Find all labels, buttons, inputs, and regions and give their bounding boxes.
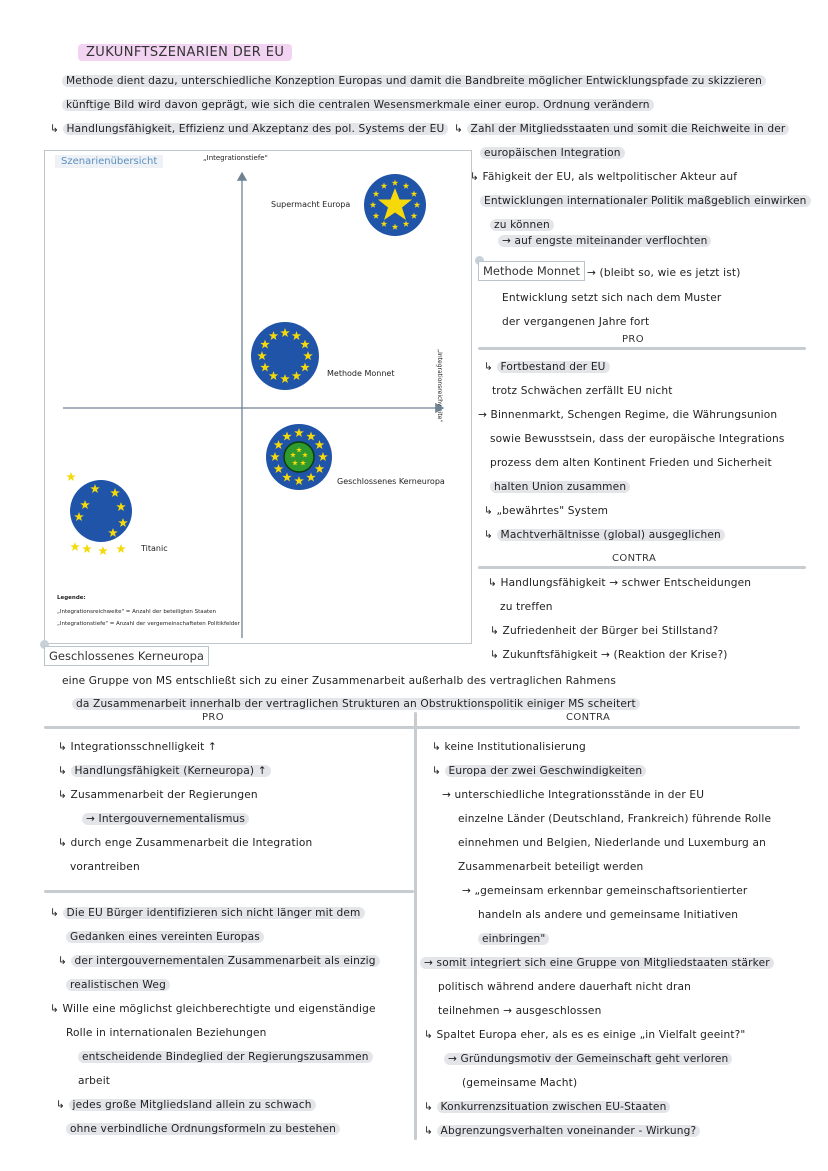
kern-contra2-6: (gemeinsame Macht) xyxy=(462,1077,578,1089)
monnet-desc-2: Entwicklung setzt sich nach dem Muster xyxy=(502,292,722,304)
column-divider xyxy=(414,712,417,1140)
monnet-desc-3: der vergangenen Jahre fort xyxy=(502,316,650,328)
kern-contra2-8: ↳ Abgrenzungsverhalten voneinander - Wirkung? xyxy=(424,1124,700,1138)
right-note-1: ↳ Fähigkeit der EU, als weltpolitischer Akteur auf xyxy=(470,171,738,183)
right-criterion-1: ↳ Zahl der Mitgliedsstaaten und somit die Reichweite in der xyxy=(454,122,789,136)
diagram-box-label: Szenarienübersicht xyxy=(55,155,163,168)
kern-contra-2: ↳ Europa der zwei Geschwindigkeiten xyxy=(432,764,646,778)
legend-item-1: „Integrationsreichweite" = Anzahl der beteiligten Staaten xyxy=(57,609,217,615)
kern-pro-1: ↳ Integrationsschnelligkeit ↑ xyxy=(58,741,217,753)
intro-line-1: Methode dient dazu, unterschiedliche Konzeption Europas und damit die Bandbreite möglicher Entwicklungspfade zu skizzieren xyxy=(62,74,766,88)
scenario-label-monnet: Methode Monnet xyxy=(327,369,395,378)
kern-contra-7: → „gemeinsam erkennbar gemeinschaftsorientierter xyxy=(462,885,748,897)
kern-pro2-8: arbeit xyxy=(78,1075,111,1087)
legend-item-2: „Integrationstiefe" = Anzahl der vergemeinschafteten Politikfelder xyxy=(57,621,240,627)
legend-title: Legende: xyxy=(57,595,86,601)
monnet-pro-7: ↳ „bewährtes" System xyxy=(484,505,609,517)
kern-pro2-5: ↳ Wille eine möglichst gleichberechtigte und eigenständige xyxy=(50,1003,376,1015)
monnet-pro-4: sowie Bewusstsein, dass der europäische Integrations xyxy=(490,433,785,445)
right-note-2: Entwicklungen internationaler Politik maßgeblich einwirken xyxy=(480,194,811,208)
right-note-4: → auf engste miteinander verflochten xyxy=(498,234,711,248)
intro-line-2: künftige Bild wird davon geprägt, wie sich die centralen Wesensmerkmale einer europ. Ordnung verändern xyxy=(62,98,654,112)
monnet-contra-4: ↳ Zukunftsfähigkeit → (Reaktion der Krise?) xyxy=(490,649,728,661)
monnet-flag-icon xyxy=(251,322,319,390)
kern-contra2-1: → somit integriert sich eine Gruppe von Mitgliedstaaten stärker xyxy=(420,956,774,970)
kern-pro2-1: ↳ Die EU Bürger identifizieren sich nicht länger mit dem xyxy=(50,906,365,920)
monnet-pro-5: prozess dem alten Kontinent Frieden und Sicherheit xyxy=(490,457,772,469)
kern-contra-8: handeln als andere und gemeinsame Initiativen xyxy=(478,909,739,921)
kern-contra-4: einzelne Länder (Deutschland, Frankreich) führende Rolle xyxy=(458,813,772,825)
monnet-pro-1: ↳ Fortbestand der EU xyxy=(484,360,610,374)
kern-contra-9: einbringen" xyxy=(478,932,549,946)
kern-pro-4: → Intergouvernementalismus xyxy=(82,812,249,826)
kerneuropa-flag-icon xyxy=(266,424,332,490)
kern-pro-3: ↳ Zusammenarbeit der Regierungen xyxy=(58,789,258,801)
right-note-3: zu können xyxy=(490,218,554,232)
diagram-axes xyxy=(45,151,473,645)
x-axis-label: „Integrationsreichweite" xyxy=(436,349,443,423)
monnet-contra-2: zu treffen xyxy=(500,601,553,613)
monnet-pro-3: → Binnenmarkt, Schengen Regime, die Währungsunion xyxy=(478,409,778,421)
kern-contra2-4: ↳ Spaltet Europa eher, als es es einige „in Vielfalt geeint?" xyxy=(424,1029,746,1041)
divider xyxy=(44,726,800,729)
monnet-pro-2: trotz Schwächen zerfällt EU nicht xyxy=(492,385,673,397)
kerneuropa-desc-2: da Zusammenarbeit innerhalb der vertraglichen Strukturen an Obstruktionspolitik einiger MS scheitert xyxy=(72,697,640,711)
kern-contra-6: Zusammenarbeit beteiligt werden xyxy=(458,861,644,873)
divider xyxy=(478,566,806,569)
right-criterion-2: europäischen Integration xyxy=(480,146,625,160)
kerneuropa-heading: Geschlossenes Kerneuropa xyxy=(44,646,209,666)
monnet-pro-label: PRO xyxy=(622,334,645,345)
scenario-diagram xyxy=(44,150,472,644)
kerneuropa-desc-1: eine Gruppe von MS entschließt sich zu einer Zusammenarbeit außerhalb des vertraglichen Rahmens xyxy=(62,675,617,687)
kern-pro2-6: Rolle in internationalen Beziehungen xyxy=(66,1027,267,1039)
monnet-contra-3: ↳ Zufriedenheit der Bürger bei Stillstand? xyxy=(490,625,719,637)
y-axis-label: „Integrationstiefe" xyxy=(203,154,268,162)
kern-pro2-9: ↳ jedes große Mitgliedsland allein zu schwach xyxy=(56,1098,316,1112)
kern-contra-5: einnehmen und Belgien, Niederlande und Luxemburg an xyxy=(458,837,766,849)
kerneuropa-contra-label: CONTRA xyxy=(566,712,611,723)
kern-pro2-2: Gedanken eines vereinten Europas xyxy=(66,930,264,944)
monnet-heading: Methode Monnet xyxy=(478,261,585,281)
kern-contra2-2: politisch während andere dauerhaft nicht dran xyxy=(438,981,692,993)
page-title: ZUKUNFTSZENARIEN DER EU xyxy=(78,44,292,61)
kern-contra2-7: ↳ Konkurrenzsituation zwischen EU-Staaten xyxy=(424,1100,670,1114)
kern-pro2-10: ohne verbindliche Ordnungsformeln zu bestehen xyxy=(66,1122,340,1136)
kern-contra-1: ↳ keine Institutionalisierung xyxy=(432,741,586,753)
monnet-pro-6: halten Union zusammen xyxy=(490,480,630,494)
divider xyxy=(478,347,806,350)
kern-pro-5: ↳ durch enge Zusammenarbeit die Integration xyxy=(58,837,313,849)
monnet-contra-1: ↳ Handlungsfähigkeit → schwer Entscheidungen xyxy=(488,577,752,589)
kern-contra2-5: → Gründungsmotiv der Gemeinschaft geht verloren xyxy=(444,1052,732,1066)
left-criterion: ↳ Handlungsfähigkeit, Effizienz und Akzeptanz des pol. Systems der EU xyxy=(50,122,448,136)
divider xyxy=(44,890,414,893)
monnet-desc-1: → (bleibt so, wie es jetzt ist) xyxy=(587,267,741,279)
monnet-contra-label: CONTRA xyxy=(612,553,657,564)
kerneuropa-pro-label: PRO xyxy=(202,712,225,723)
kern-pro2-7: entscheidende Bindeglied der Regierungszusammen xyxy=(78,1050,373,1064)
titanic-flag-icon xyxy=(66,472,132,555)
scenario-label-kerneuropa: Geschlossenes Kerneuropa xyxy=(337,477,445,486)
kern-pro2-3: ↳ der intergouvernementalen Zusammenarbeit als einzig xyxy=(58,954,380,968)
kern-pro-6: vorantreiben xyxy=(70,861,140,873)
kern-pro-2: ↳ Handlungsfähigkeit (Kerneuropa) ↑ xyxy=(58,764,271,778)
supermacht-flag-icon xyxy=(364,174,426,236)
kern-contra-3: → unterschiedliche Integrationsstände in der EU xyxy=(442,789,705,801)
kern-contra2-3: teilnehmen → ausgeschlossen xyxy=(438,1005,602,1017)
scenario-label-titanic: Titanic xyxy=(141,544,168,553)
scenario-label-supermacht: Supermacht Europa xyxy=(271,200,351,209)
kern-pro2-4: realistischen Weg xyxy=(66,978,170,992)
monnet-pro-8: ↳ Machtverhältnisse (global) ausgeglichen xyxy=(484,528,725,542)
